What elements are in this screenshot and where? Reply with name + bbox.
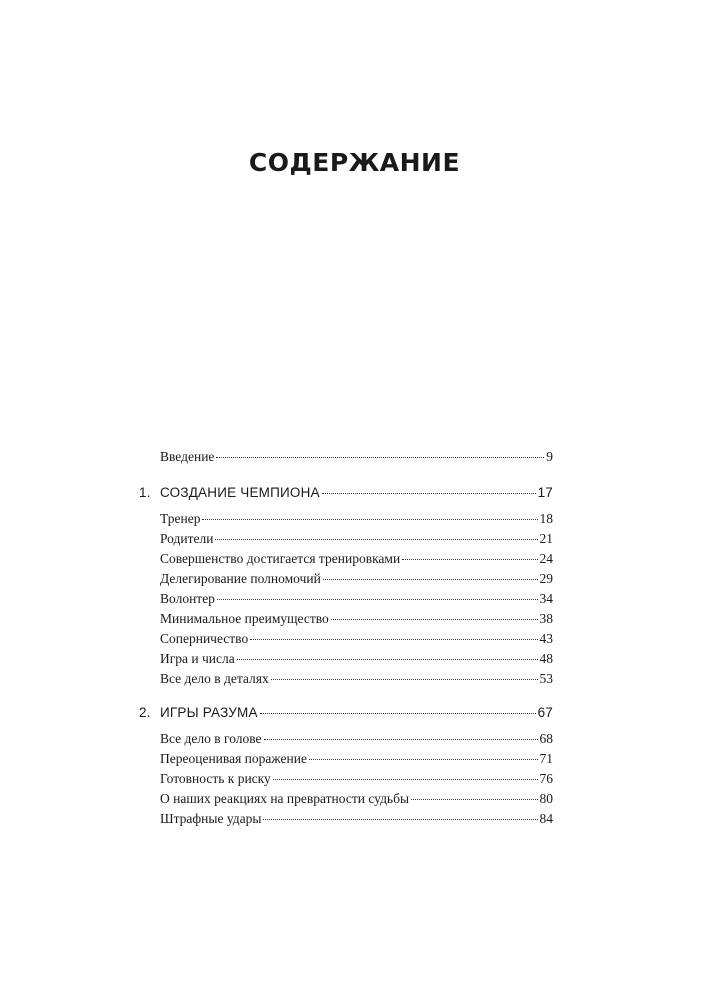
- dot-leader: [309, 759, 538, 760]
- chapter-page: 17: [537, 485, 553, 500]
- toc-entry-label: Игра и числа: [160, 651, 235, 666]
- toc-entry[interactable]: [160, 631, 553, 651]
- toc-entry-page: 48: [539, 651, 553, 666]
- toc-entry-page: 34: [539, 591, 553, 606]
- toc-entry-label: Переоценивая поражение: [160, 751, 307, 766]
- toc-entry[interactable]: [160, 551, 553, 571]
- dot-leader: [250, 639, 537, 640]
- page-title: СОДЕРЖАНИЕ: [248, 148, 461, 177]
- toc-entry-label: Все дело в деталях: [160, 671, 269, 686]
- toc-entry-page: 29: [539, 571, 553, 586]
- toc-entry-label: Штрафные удары: [160, 811, 262, 826]
- dot-leader: [264, 739, 538, 740]
- toc-entry-intro[interactable]: [160, 449, 553, 469]
- toc-entry[interactable]: [160, 591, 553, 611]
- toc-entry-label: Родители: [160, 531, 214, 546]
- dot-leader: [237, 659, 538, 660]
- toc-entry-page: 38: [539, 611, 553, 626]
- toc-entry-label: О наших реакциях на превратности судьбы: [160, 791, 410, 806]
- toc-entry-page: 21: [539, 531, 553, 546]
- toc-entry[interactable]: [160, 531, 553, 551]
- toc-entry-label: Соперничество: [160, 631, 249, 646]
- toc-entry-label: Введение: [160, 449, 215, 464]
- toc-entry-page: 24: [539, 551, 553, 566]
- toc-entry-page: 53: [539, 671, 553, 686]
- dot-leader: [217, 599, 538, 600]
- dot-leader: [202, 519, 537, 520]
- chapter-title: СОЗДАНИЕ ЧЕМПИОНА: [160, 485, 320, 500]
- chapter-number: 2.: [139, 705, 151, 720]
- toc-entry-page: 68: [539, 731, 553, 746]
- toc-entry-label: Готовность к риску: [160, 771, 271, 786]
- toc-chapter-1[interactable]: [139, 485, 553, 505]
- toc-entry-label: Тренер: [160, 511, 201, 526]
- toc-entry[interactable]: [160, 671, 553, 691]
- chapter-title: ИГРЫ РАЗУМА: [160, 705, 258, 720]
- toc-entry-label: Совершенство достигается тренировками: [160, 551, 401, 566]
- toc-entry[interactable]: [160, 771, 553, 791]
- toc-entry[interactable]: [160, 791, 553, 811]
- toc-entry[interactable]: [160, 611, 553, 631]
- toc-entry-label: Волонтер: [160, 591, 215, 606]
- toc-entry[interactable]: [160, 751, 553, 771]
- toc-entry[interactable]: [160, 571, 553, 591]
- toc-entry[interactable]: [160, 731, 553, 751]
- toc-chapter-2[interactable]: [139, 705, 553, 725]
- dot-leader: [273, 779, 538, 780]
- toc-entry-page: 80: [539, 791, 553, 806]
- toc-entry-page: 43: [539, 631, 553, 646]
- dot-leader: [323, 579, 538, 580]
- dot-leader: [402, 559, 537, 560]
- dot-leader: [215, 539, 537, 540]
- dot-leader: [271, 679, 538, 680]
- dot-leader: [331, 619, 538, 620]
- toc-entry-label: Делегирование полномочий: [160, 571, 321, 586]
- dot-leader: [216, 457, 544, 458]
- dot-leader: [260, 713, 536, 714]
- toc-entry-page: 71: [539, 751, 553, 766]
- dot-leader: [411, 799, 537, 800]
- toc-entry-page: 84: [539, 811, 553, 826]
- toc-entry[interactable]: [160, 511, 553, 531]
- dot-leader: [322, 493, 536, 494]
- toc-entry[interactable]: [160, 811, 553, 831]
- toc-entry-page: 76: [539, 771, 553, 786]
- toc-entry-page: 9: [546, 449, 553, 464]
- chapter-page: 67: [537, 705, 553, 720]
- toc-entry-label: Минимальное преимущество: [160, 611, 329, 626]
- chapter-number: 1.: [139, 485, 151, 500]
- dot-leader: [263, 819, 537, 820]
- toc-entry-label: Все дело в голове: [160, 731, 262, 746]
- toc-entry[interactable]: [160, 651, 553, 671]
- toc-entry-page: 18: [539, 511, 553, 526]
